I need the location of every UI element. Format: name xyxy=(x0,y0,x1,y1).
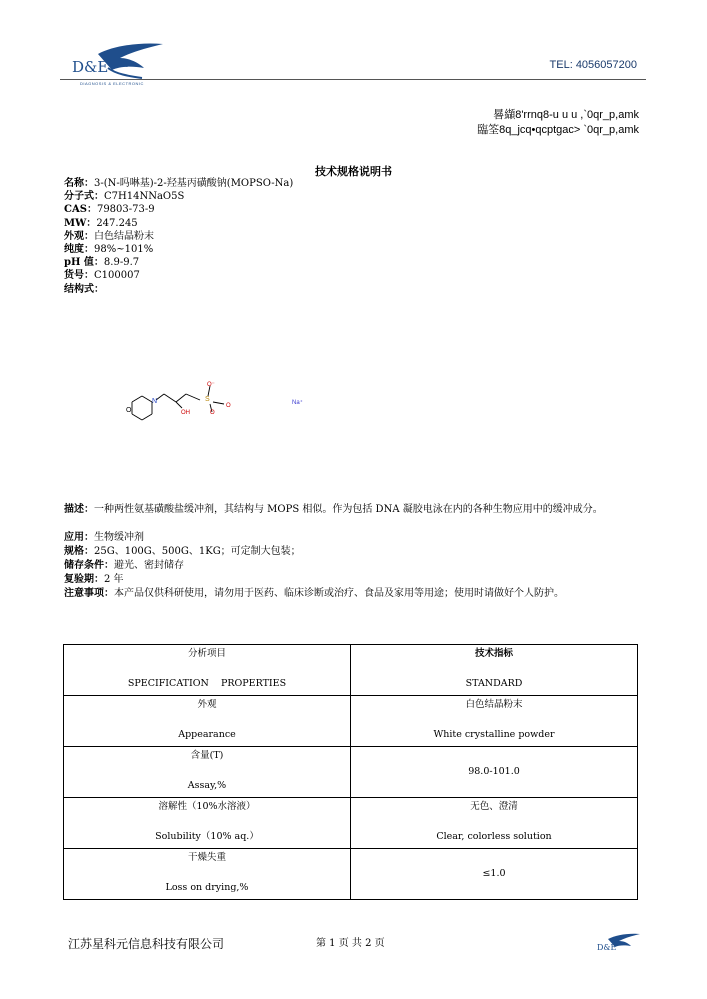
struct-so-right: O xyxy=(226,403,231,409)
document-title: 技术规格说明书 xyxy=(315,165,392,178)
standard-cell: 白色结晶粉末 White crystalline powder xyxy=(351,696,638,747)
item-cell: 含量(T) Assay,% xyxy=(64,747,351,798)
struct-so-top: O⁻ xyxy=(207,382,215,388)
info-catalog: 货号：C100007 xyxy=(64,270,140,282)
notice: 注意事项：本产品仅供科研使用，请勿用于医药、临床诊断或治疗、食品及家用等用途；使用时请做好个人防护。 xyxy=(64,588,564,599)
item-cell: 外观 Appearance xyxy=(64,696,351,747)
header-standard-cell: 技术指标 STANDARD xyxy=(351,645,638,696)
footer-logo xyxy=(594,932,642,956)
struct-s-label: S xyxy=(205,396,210,403)
footer-company: 江苏星科元信息科技有限公司 xyxy=(68,937,225,951)
info-purity: 纯度：98%~101% xyxy=(64,244,154,256)
item-cell: 溶解性（10%水溶液） Solubility（10% aq.） xyxy=(64,798,351,849)
table-row xyxy=(64,849,638,900)
table-header-row xyxy=(64,645,638,696)
info-cas: CAS：79803-73-9 xyxy=(64,204,155,216)
info-appearance: 外观：白色结晶粉末 xyxy=(64,230,154,242)
info-ph: pH 值：8.9-9.7 xyxy=(64,257,140,269)
package-spec: 规格：25G、100G、500G、1KG；可定制大包装； xyxy=(64,546,301,557)
header-item-cell: 分析项目 SPECIFICATION PROPERTIES xyxy=(64,645,351,696)
retest-period: 复验期：2 年 xyxy=(64,574,124,585)
info-name: 名称：3-(N-吗啉基)-2-羟基丙磺酸钠(MOPSO-Na) xyxy=(64,178,294,189)
standard-cell: 无色、澄清 Clear, colorless solution xyxy=(351,798,638,849)
struct-oh-label: OH xyxy=(181,410,190,416)
footer-bird-logo-icon xyxy=(594,932,642,956)
svg-text:D&E: D&E xyxy=(597,943,617,952)
product-info xyxy=(64,177,293,296)
standard-cell: ≤1.0 xyxy=(351,849,638,900)
contact-line-2: 臨筌8q_jcq•qcptgac> `0qr_p,amk xyxy=(477,124,639,136)
description: 描述：一种两性氨基磺酸盐缓冲剂，其结构与 MOPS 相似。作为包括 DNA 凝胶电泳在内的各种生物应用中的缓冲成分。 xyxy=(64,504,603,515)
info-structure: 结构式： xyxy=(64,283,104,295)
info-formula: 分子式：C7H14NNaO5S xyxy=(64,191,185,203)
telephone: TEL: 4056057200 xyxy=(549,59,637,71)
info-mw: MW：247.245 xyxy=(64,217,138,229)
struct-n-label: N xyxy=(152,398,158,405)
logo-text: D&E xyxy=(72,58,109,76)
table-row xyxy=(64,747,638,798)
header-divider xyxy=(60,79,646,80)
logo-tagline: DIAGNOSIS & ELECTRONIC xyxy=(80,81,144,86)
standard-cell: 98.0-101.0 xyxy=(351,747,638,798)
struct-o-label: O xyxy=(126,407,132,414)
storage: 储存条件：避光、密封储存 xyxy=(64,560,184,571)
struct-na-label: Na⁺ xyxy=(292,400,303,406)
spec-table xyxy=(63,644,638,900)
struct-so-bottom: O xyxy=(210,410,215,416)
contact-line-1: 晷纈8'rrnq8-u u u ,`0qr_p,amk xyxy=(493,109,639,121)
table-row xyxy=(64,798,638,849)
page-number: 第 1 页 共 2 页 xyxy=(316,938,385,949)
item-cell: 干燥失重 Loss on drying,% xyxy=(64,849,351,900)
application: 应用：生物缓冲剂 xyxy=(64,532,144,543)
table-row xyxy=(64,696,638,747)
chemical-structure xyxy=(120,372,320,427)
